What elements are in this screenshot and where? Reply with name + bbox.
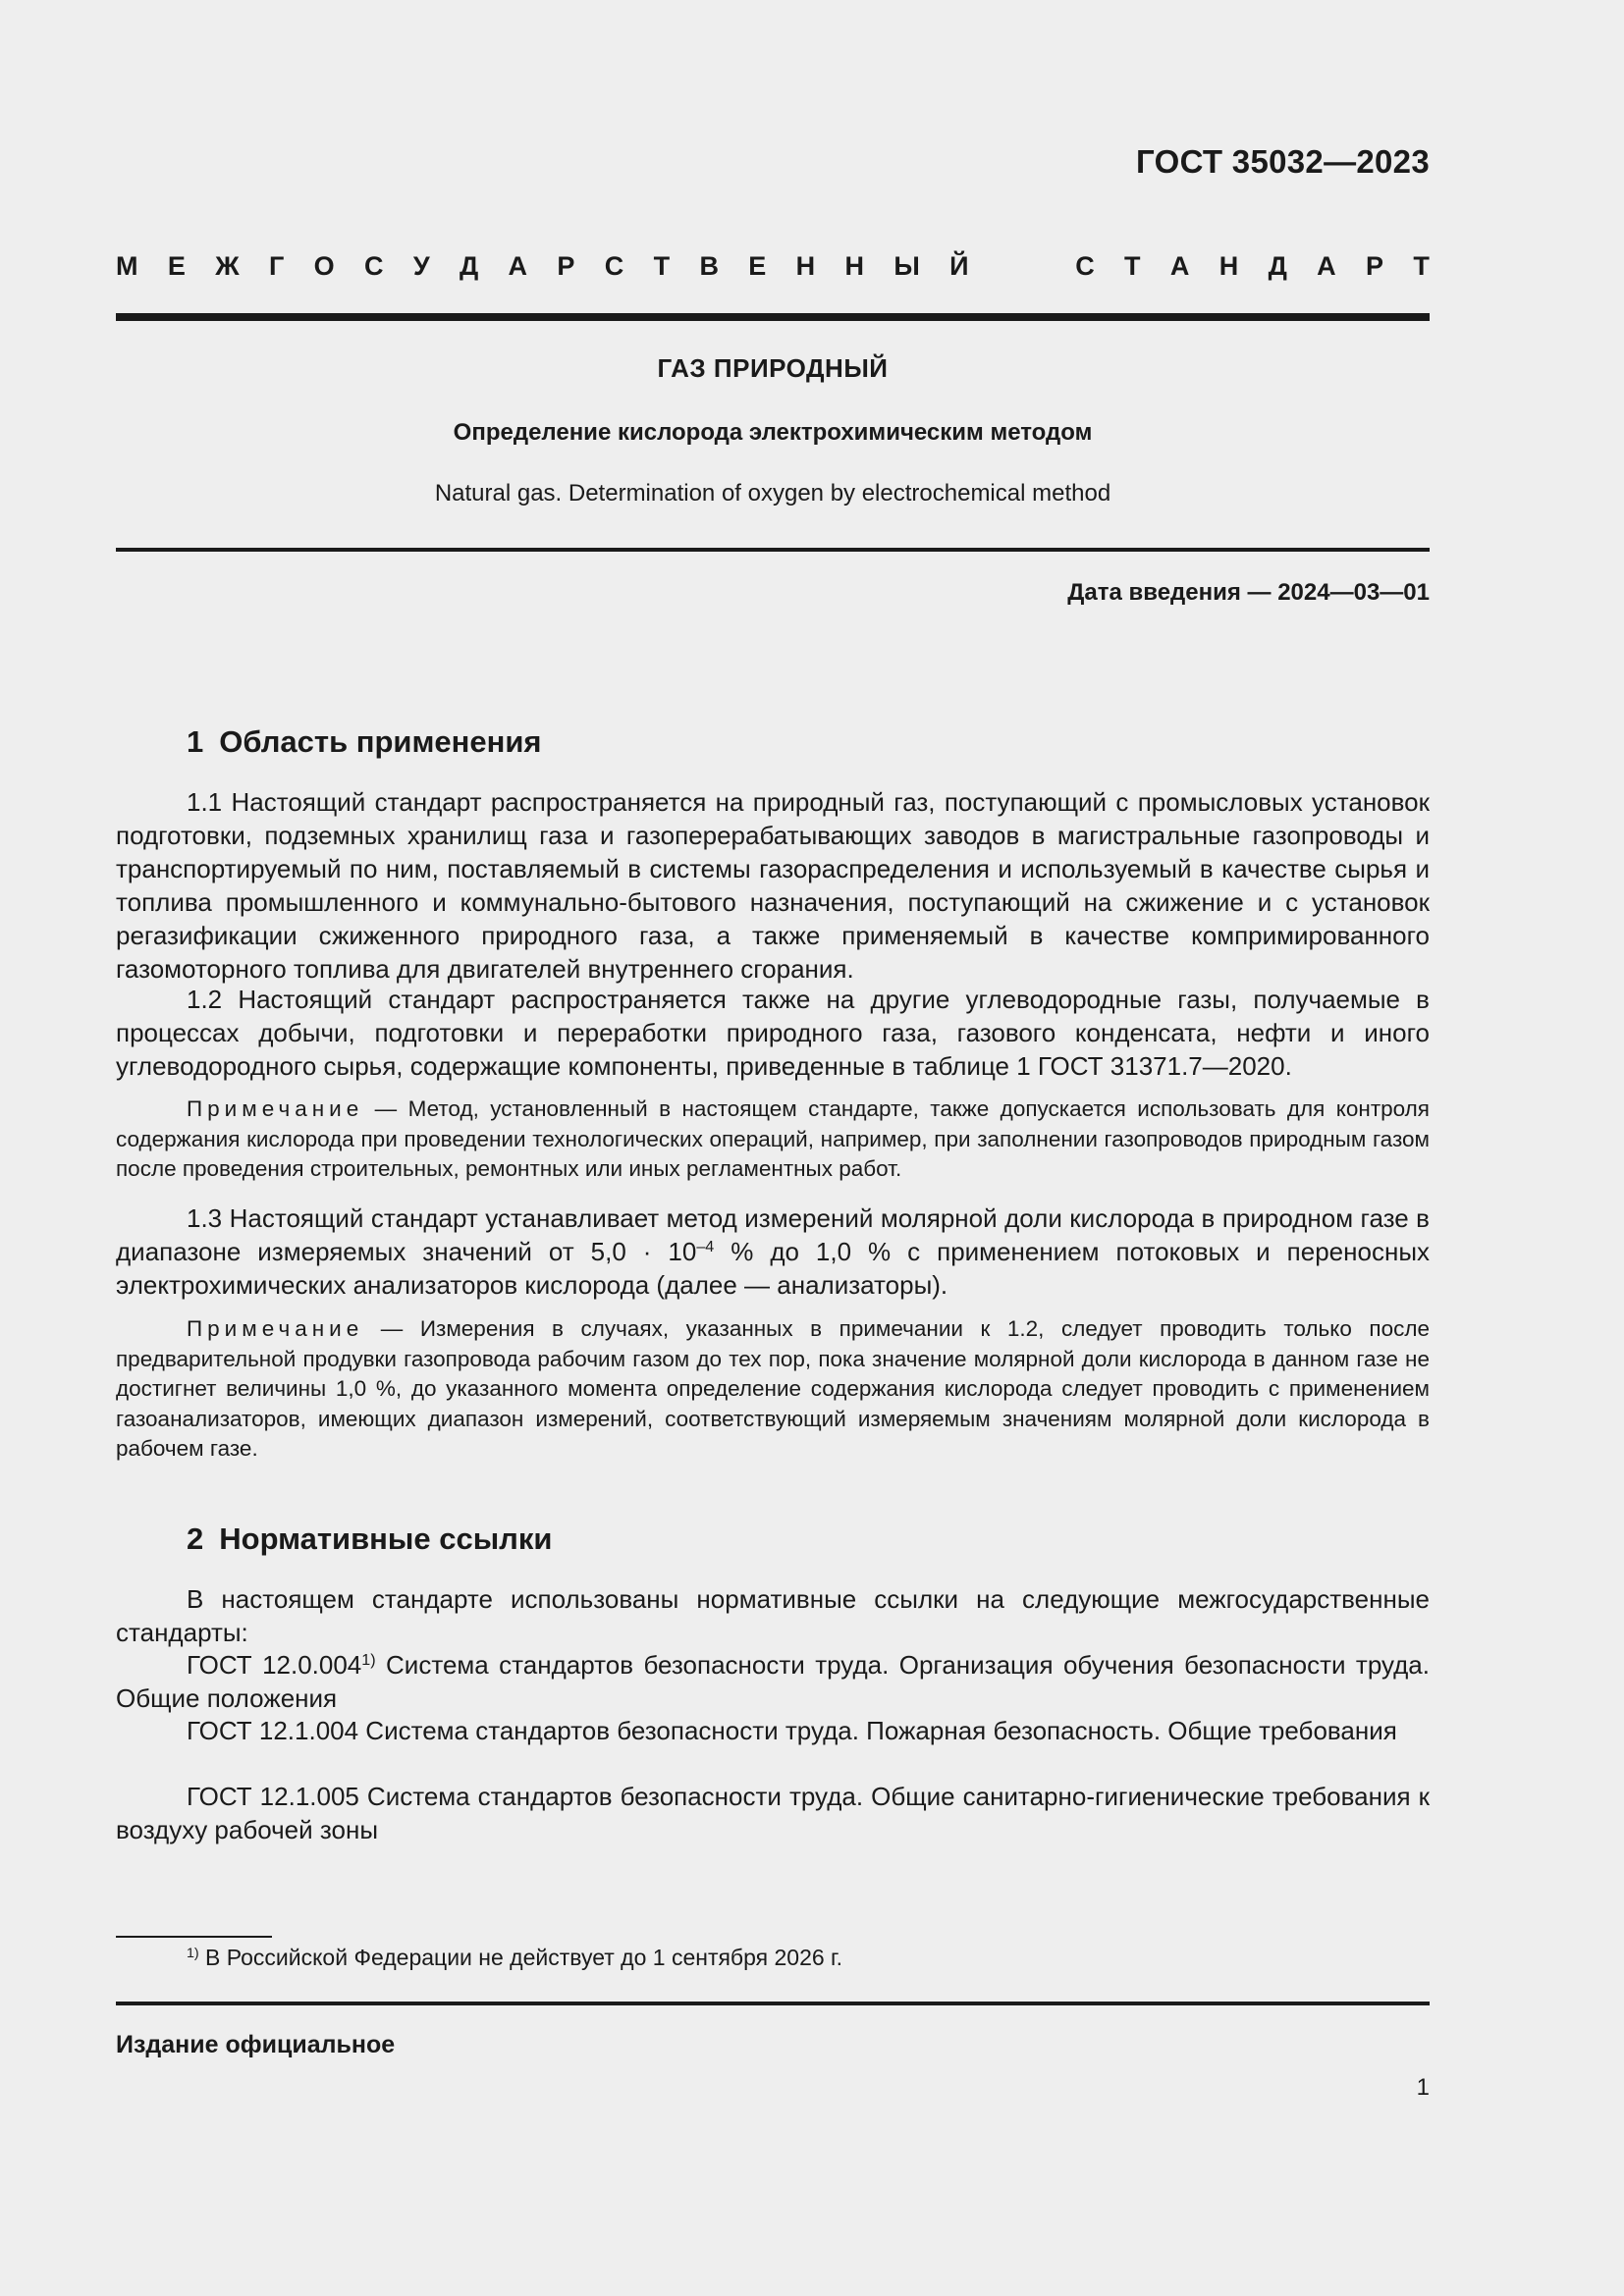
banner-letter: Г <box>268 251 285 281</box>
clause-1-2 <box>116 983 1430 1083</box>
section-1-heading <box>187 724 542 760</box>
banner-letter: Т <box>1124 251 1141 281</box>
banner-letter: Н <box>844 251 864 281</box>
footnote-divider <box>116 1936 272 1938</box>
document-subtitle: Определение кислорода электрохимическим методом <box>453 419 1093 446</box>
introduction-date: Дата введения — 2024—03—01 <box>1067 579 1430 606</box>
standard-id: ГОСТ 35032—2023 <box>1136 143 1430 180</box>
banner-letter: С <box>1075 251 1095 281</box>
page-number: 1 <box>1416 2074 1430 2101</box>
footnote-mark: 1) <box>361 1651 376 1670</box>
clause-text: 1.2 Настоящий стандарт распространяется также на другие углеводородные газы, получаемые в процессах добычи, подготовки и переработки природного газа, газового конденсата, нефти и иного углеводородного сырья, содержащие компоненты, приведенные в таблице 1 ГОСТ 31371.7—2020. <box>116 985 1430 1081</box>
clause-text: % до 1,0 % с применением потоковых и переносных электрохимических анализаторов кислорода (далее — анализаторы). <box>116 1237 1431 1300</box>
banner-letter: М <box>116 251 138 281</box>
document-title: ГАЗ ПРИРОДНЫЙ <box>657 353 889 383</box>
banner-letter: Н <box>795 251 816 281</box>
banner-letter: Н <box>1218 251 1239 281</box>
header-divider <box>116 313 1430 321</box>
banner-letter: Ы <box>893 251 920 281</box>
section-number: 2 <box>187 1522 204 1556</box>
footer-divider <box>116 2002 1430 2005</box>
banner-letter: Д <box>1268 251 1287 281</box>
exponent: –4 <box>696 1238 715 1256</box>
note-label: Примечание <box>187 1316 364 1341</box>
banner-letter: У <box>412 251 430 281</box>
clause-1-3 <box>116 1201 1430 1302</box>
banner-letter: О <box>313 251 335 281</box>
banner-letter: Ж <box>215 251 240 281</box>
banner-letter: А <box>1169 251 1190 281</box>
reference-text: ГОСТ 12.1.004 Система стандартов безопасности труда. Пожарная безопасность. Общие требования <box>187 1716 1397 1745</box>
note-text: — Метод, установленный в настоящем стандарте, также допускается использовать для контроля содержания кислорода при проведении технологических операций, например, при заполнении газопроводов природным газом после проведения строительных, ремонтных или иных регламентных работ. <box>116 1096 1430 1181</box>
banner-letter: А <box>508 251 528 281</box>
clause-text: 1.3 Настоящий стандарт устанавливает метод измерений молярной доли кислорода в природном газе в диапазоне измеряемых значений от 5,0 · 10 <box>116 1203 1430 1266</box>
footnote-text: В Российской Федерации не действует до 1 сентября 2026 г. <box>198 1945 843 1970</box>
banner-letter: Р <box>1366 251 1384 281</box>
banner-letter: Е <box>167 251 186 281</box>
clause-1-1 <box>116 785 1430 986</box>
reference-item <box>116 1714 1430 1747</box>
reference-text: ГОСТ 12.1.005 Система стандартов безопасности труда. Общие санитарно-гигиенические требования к воздуху рабочей зоны <box>116 1782 1430 1844</box>
section-2-heading <box>187 1522 552 1557</box>
banner-letter: Т <box>653 251 671 281</box>
clause-text: 1.1 Настоящий стандарт распространяется на природный газ, поступающий с промысловых установок подготовки, подземных хранилищ газа и газоперерабатывающих заводов в магистральные газопроводы и транспортируемый по ним, поставляемый в системы газораспределения и используемый в качестве сырья и топлива промышленного и коммунально-бытового назначения, поступающий на сжижение и с установок регазификации сжиженного природного газа, а также применяемый в качестве компримированного газомоторного топлива для двигателей внутреннего сгорания. <box>116 787 1430 984</box>
title-divider <box>116 548 1430 552</box>
section-title: Область применения <box>219 724 542 759</box>
footnote-mark: 1) <box>187 1946 199 1962</box>
banner-letter: В <box>699 251 719 281</box>
banner-letter: С <box>604 251 624 281</box>
note-2 <box>116 1314 1430 1465</box>
note-text: — Измерения в случаях, указанных в примечании к 1.2, следует проводить только после предварительной продувки газопровода рабочим газом до тех пор, пока значение молярной доли кислорода в данном газе не достигнет величины 1,0 %, до указанного момента определение содержания кислорода следует проводить с применением газоанализаторов, имеющих диапазон измерений, соответствующий измеряемым значениям молярной доли кислорода в рабочем газе. <box>116 1316 1430 1461</box>
section-number: 1 <box>187 724 204 759</box>
interstate-standard-banner <box>116 251 1430 282</box>
banner-letter: А <box>1317 251 1336 281</box>
reference-code: ГОСТ 12.0.004 <box>187 1650 362 1680</box>
banner-letter: Е <box>748 251 767 281</box>
footnote <box>187 1941 842 1974</box>
banner-letter: Й <box>949 251 969 281</box>
banner-letter: Д <box>459 251 479 281</box>
banner-letter: С <box>363 251 384 281</box>
reference-text: Система стандартов безопасности труда. Организация обучения безопасности труда. Общие положения <box>116 1650 1430 1713</box>
note-1 <box>116 1095 1430 1185</box>
document-title-english: Natural gas. Determination of oxygen by electrochemical method <box>434 480 1111 507</box>
paragraph-text: В настоящем стандарте использованы нормативные ссылки на следующие межгосударственные стандарты: <box>116 1584 1430 1647</box>
reference-item <box>116 1648 1430 1715</box>
reference-item <box>116 1780 1430 1846</box>
official-edition-label: Издание официальное <box>116 2031 396 2058</box>
banner-letter: Т <box>1413 251 1430 281</box>
banner-letter: Р <box>557 251 575 281</box>
references-intro <box>116 1582 1430 1649</box>
section-title: Нормативные ссылки <box>219 1522 553 1556</box>
note-label: Примечание <box>187 1096 364 1121</box>
